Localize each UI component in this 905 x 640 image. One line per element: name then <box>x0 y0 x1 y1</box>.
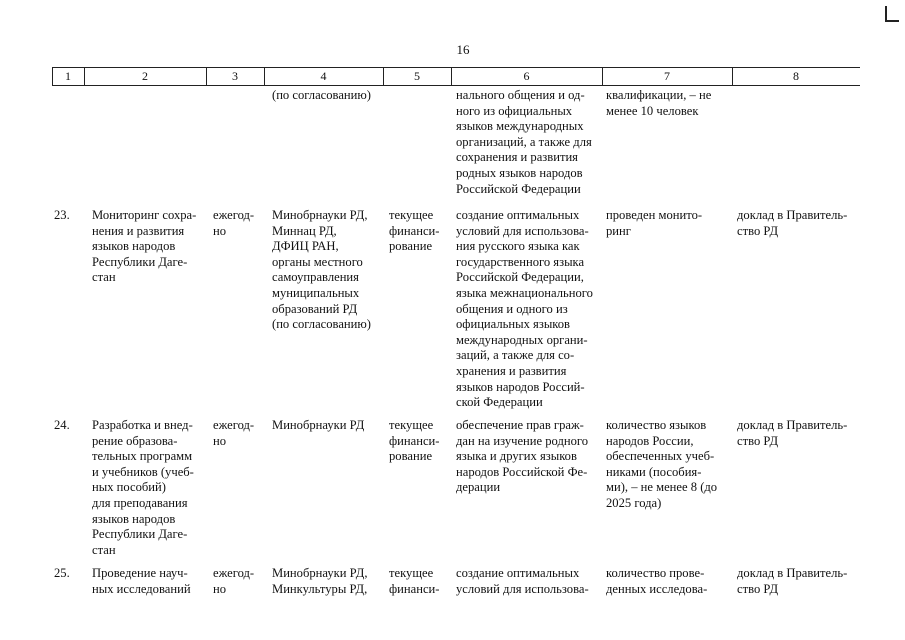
text-line: Минобрнауки РД, <box>272 208 368 222</box>
text-line: языков народов <box>92 239 176 254</box>
text-line: образований РД <box>272 301 358 316</box>
text-line: финанси- <box>389 433 440 448</box>
measure-period <box>213 208 263 239</box>
text-line: условий для использова- <box>456 581 589 596</box>
page-number: 16 <box>456 42 470 57</box>
text-line: нения и развития <box>92 223 185 238</box>
row-number: 25. <box>54 566 70 580</box>
text-line: ство РД <box>737 433 779 448</box>
column-header-3: 3 <box>232 69 238 83</box>
column-header-6: 6 <box>523 69 530 83</box>
text-line: но <box>213 581 227 596</box>
measure-goal <box>456 566 596 597</box>
text-line: официальных языков <box>456 317 571 332</box>
text-line: нального общения и од- <box>456 88 585 102</box>
continuation-goal <box>456 88 596 197</box>
measure-executors <box>272 566 384 597</box>
text-line: Минобрнауки РД, <box>272 566 368 580</box>
text-line: Миннац РД, <box>272 223 337 238</box>
text-line: текущее <box>389 418 434 432</box>
text-line: доклад в Правитель- <box>737 208 848 222</box>
text-line: стан <box>92 270 116 285</box>
text-line: общения и одного из <box>456 301 568 316</box>
text-line: Российской Федерации <box>456 181 581 196</box>
text-line: денных исследова- <box>606 581 708 596</box>
text-line: рование <box>389 239 433 254</box>
measure-report <box>737 208 859 239</box>
text-line: ежегод- <box>213 418 255 432</box>
text-line: ринг <box>606 223 631 238</box>
measure-name <box>92 208 202 286</box>
text-line: языков народов Россий- <box>456 379 585 394</box>
text-line: государственного языка <box>456 254 585 269</box>
text-line: Республики Даге- <box>92 254 188 269</box>
text-line: родных языков народов <box>456 165 583 180</box>
text-line: для преподавания <box>92 495 188 510</box>
measure-name <box>92 418 202 558</box>
text-line: и учебников (учеб- <box>92 464 194 479</box>
measure-report <box>737 566 859 597</box>
measure-financing <box>389 566 449 597</box>
text-line: ство РД <box>737 581 779 596</box>
text-line: текущее <box>389 566 434 580</box>
column-header-4: 4 <box>320 69 327 83</box>
continuation-executors <box>272 88 384 104</box>
text-line: обеспеченных учеб- <box>606 449 715 464</box>
column-header-7: 7 <box>664 69 670 83</box>
text-line: доклад в Правитель- <box>737 418 848 432</box>
text-line: языков международных <box>456 119 584 134</box>
text-line: ного из официальных <box>456 103 573 118</box>
text-line: ми), – не менее 8 (до <box>606 480 718 495</box>
text-line: ежегод- <box>213 566 255 580</box>
column-header-1: 1 <box>65 69 71 83</box>
text-line: заций, а также для со- <box>456 348 575 363</box>
scan-corner-mark <box>885 6 899 22</box>
measure-indicator <box>606 418 730 512</box>
text-line: проведен монито- <box>606 208 703 222</box>
text-line: условий для использова- <box>456 223 589 238</box>
column-header-5: 5 <box>414 69 420 83</box>
text-line: хранения и развития <box>456 363 567 378</box>
measure-period <box>213 566 263 597</box>
measure-report <box>737 418 859 449</box>
text-line: ных пособий) <box>92 480 166 495</box>
measure-goal <box>456 208 596 411</box>
text-line: финанси- <box>389 223 440 238</box>
text-line: организаций, а также для <box>456 134 592 149</box>
text-line: (по согласованию) <box>272 88 372 102</box>
measure-indicator <box>606 566 730 597</box>
measure-financing <box>389 208 449 255</box>
column-header-2: 2 <box>142 69 148 83</box>
text-line: доклад в Правитель- <box>737 566 848 580</box>
text-line: обеспечение прав граж- <box>456 418 584 432</box>
measure-goal <box>456 418 596 496</box>
text-line: языка межнационального <box>456 285 593 300</box>
text-line: Минобрнауки РД <box>272 418 365 432</box>
text-line: ежегод- <box>213 208 255 222</box>
text-line: 2025 года) <box>606 495 662 510</box>
text-line: ской Федерации <box>456 395 543 410</box>
text-line: Минкультуры РД, <box>272 581 368 596</box>
text-line: (по согласованию) <box>272 317 372 332</box>
column-header-8: 8 <box>793 69 799 83</box>
text-line: Республики Даге- <box>92 527 188 542</box>
text-line: ния русского языка как <box>456 239 580 254</box>
text-line: Российской Федерации, <box>456 270 584 285</box>
text-line: стан <box>92 542 116 557</box>
text-line: Мониторинг сохра- <box>92 208 197 222</box>
table-header-top-border <box>52 67 860 68</box>
text-line: языков народов <box>92 511 176 526</box>
text-line: но <box>213 433 227 448</box>
text-line: народов Российской Фе- <box>456 464 588 479</box>
row-number: 23. <box>54 208 70 222</box>
text-line: дерации <box>456 480 501 495</box>
measure-executors <box>272 418 384 434</box>
continuation-indicator <box>606 88 730 119</box>
text-line: ство РД <box>737 223 779 238</box>
text-line: количество языков <box>606 418 707 432</box>
text-line: муниципальных <box>272 285 360 300</box>
measure-executors <box>272 208 384 333</box>
row-number: 24. <box>54 418 70 432</box>
text-line: квалификации, – не <box>606 88 712 102</box>
text-line: количество прове- <box>606 566 705 580</box>
text-line: менее 10 человек <box>606 103 699 118</box>
text-line: никами (пособия- <box>606 464 702 479</box>
text-line: дан на изучение родного <box>456 433 589 448</box>
text-line: самоуправления <box>272 270 359 285</box>
text-line: Разработка и внед- <box>92 418 193 432</box>
text-line: создание оптимальных <box>456 208 580 222</box>
text-line: но <box>213 223 227 238</box>
text-line: рение образова- <box>92 433 178 448</box>
text-line: языка и других языков <box>456 449 577 464</box>
text-line: ДФИЦ РАН, <box>272 239 339 254</box>
measure-indicator <box>606 208 730 239</box>
table-header-bottom-border <box>52 85 860 86</box>
text-line: сохранения и развития <box>456 150 578 165</box>
text-line: тельных программ <box>92 449 193 464</box>
text-line: народов России, <box>606 433 694 448</box>
text-line: ных исследований <box>92 581 191 596</box>
measure-period <box>213 418 263 449</box>
text-line: рование <box>389 449 433 464</box>
measure-financing <box>389 418 449 465</box>
text-line: создание оптимальных <box>456 566 580 580</box>
text-line: финанси- <box>389 581 440 596</box>
text-line: Проведение науч- <box>92 566 188 580</box>
measure-name <box>92 566 202 597</box>
text-line: текущее <box>389 208 434 222</box>
text-line: органы местного <box>272 254 363 269</box>
text-line: международных органи- <box>456 332 588 347</box>
